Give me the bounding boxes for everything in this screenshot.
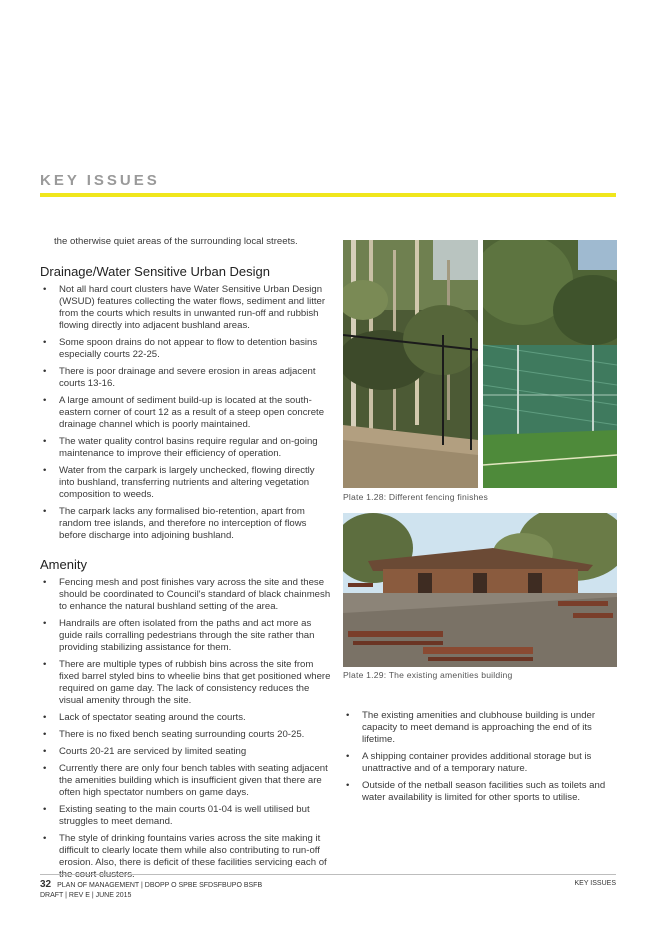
list-item: • Outside of the netball season facilities such as toilets and water availability is limited for other sports to utilise. <box>346 780 606 803</box>
right-list <box>343 710 617 804</box>
list-item: • There is no fixed bench seating surrounding courts 20-25. <box>43 729 305 740</box>
bullet-icon: • <box>43 465 47 476</box>
bullet-icon: • <box>43 763 47 774</box>
list-item: • Some spoon drains do not appear to flow to detention basins especially courts 22-25. <box>43 337 318 360</box>
section-title: KEY ISSUES <box>40 172 160 189</box>
yellow-accent-bar <box>40 193 616 197</box>
left-column <box>40 236 332 886</box>
footer-section: KEY ISSUES <box>574 880 616 887</box>
list-item: • Courts 20-21 are serviced by limited seating <box>43 746 247 757</box>
list-item: • Lack of spectator seating around the courts. <box>43 712 246 723</box>
continuation-text: the otherwise quiet areas of the surrounding local streets. <box>54 236 298 247</box>
list-item: • Handrails are often isolated from the paths and act more as guide rails corralling pedestrians through the site rather than providing stabilizing assistance for them. <box>43 618 315 653</box>
bullet-icon: • <box>43 577 47 588</box>
bullet-icon: • <box>43 284 47 295</box>
bullet-icon: • <box>43 746 47 757</box>
list-item: • The style of drinking fountains varies across the site making it difficult to clearly locate them while also contributing to run-off erosion. Also, there is deficit of these facilities servicing each of <box>43 833 327 868</box>
list-item: • Water from the carpark is largely unchecked, flowing directly into bushland, transferring nutrients and altering vegetation composition to weeds. <box>43 465 315 500</box>
list-item: • The water quality control basins require regular and on-going maintenance to improve their efficiency of operation. <box>43 436 318 459</box>
bullet-icon: • <box>43 436 47 447</box>
drainage-heading: Drainage/Water Sensitive Urban Design <box>40 264 271 279</box>
bullet-icon: • <box>43 712 47 723</box>
bullet-icon: • <box>43 395 47 406</box>
bullet-icon: • <box>43 618 47 629</box>
list-item: • There are multiple types of rubbish bins across the site from fixed barrel styled bins to wheelie bins that get positioned where required on game day. The lack of consistency reduces the visual amenity through the site. <box>43 659 331 706</box>
bullet-icon: • <box>346 710 350 721</box>
amenity-heading: Amenity <box>40 557 87 572</box>
bullet-icon: • <box>43 804 47 815</box>
bullet-icon: • <box>346 780 350 791</box>
list-item: • Not all hard court clusters have Water Sensitive Urban Design (WSUD) features collecting the water flows, sediment and litter from the courts which results in unwanted run-off and rubbish flowing directly into adjacent bushland areas. <box>43 284 326 331</box>
list-item: • Currently there are only four bench tables with seating adjacent the amenities building which is insufficient given that there are often high spectator numbers on game days. <box>43 763 328 798</box>
bullet-icon: • <box>43 729 47 740</box>
photo-green-fence-court <box>483 240 617 488</box>
bullet-icon: • <box>43 337 47 348</box>
footer-left <box>40 880 262 901</box>
list-item: • Fencing mesh and post finishes vary across the site and these should be coordinated to Council's standard of black chainmesh to enhance the natural bushland setting of the area. <box>43 577 331 612</box>
bullet-icon: • <box>43 366 47 377</box>
bullet-icon: • <box>43 833 47 844</box>
footer-draft: DRAFT | REV E | JUNE 2015 <box>40 892 132 899</box>
caption-plate-1-29: Plate 1.29: The existing amenities building <box>343 670 513 680</box>
bullet-icon: • <box>43 659 47 670</box>
list-item: • A shipping container provides additional storage but is unattractive and of a temporary nature. <box>346 751 592 774</box>
right-column-text <box>343 710 617 809</box>
list-item: • The existing amenities and clubhouse building is under capacity to meet demand is approaching the end of its lifetime. <box>346 710 596 745</box>
photo-fence-bushland <box>343 240 478 488</box>
footer-doc-title: PLAN OF MANAGEMENT | DBOPP O SPBE SFDSFBUPO BSFB <box>57 882 263 889</box>
list-item: • Existing seating to the main courts 01-04 is well utilised but struggles to meet demand. <box>43 804 310 827</box>
photo-amenities-building <box>343 513 617 667</box>
caption-plate-1-28: Plate 1.28: Different fencing finishes <box>343 492 489 502</box>
footer-divider <box>40 874 616 875</box>
page-number: 32 <box>40 879 52 890</box>
list-item: • A large amount of sediment build-up is located at the south-eastern corner of court 12 as a result of a steep open concrete drainage channel which is poorly maintained. <box>43 395 325 430</box>
amenity-list <box>40 577 332 881</box>
drainage-list <box>40 284 332 542</box>
list-item: • The carpark lacks any formalised bio-retention, apart from random tree islands, and therefore no interception of flows before discharge into adjoining bushland. <box>43 506 307 541</box>
bullet-icon: • <box>43 506 47 517</box>
bullet-icon: • <box>346 751 350 762</box>
list-item: • There is poor drainage and severe erosion in areas adjacent courts 13-16. <box>43 366 316 389</box>
